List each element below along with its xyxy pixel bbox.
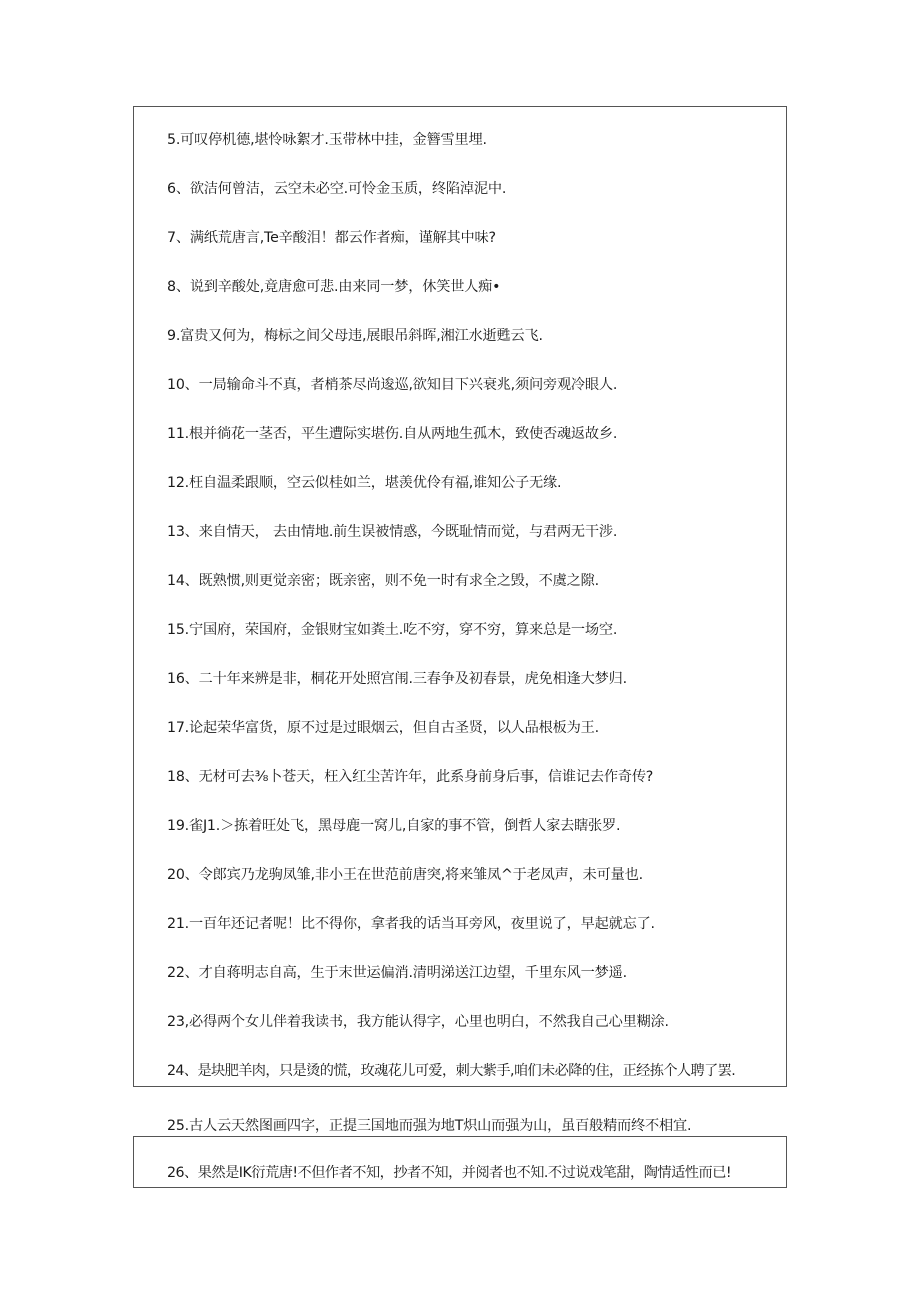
quote-line: 13、来自情天， 去由情地.前生误被情惑，今既耻情而觉，与君两无干涉. [167,524,618,540]
quote-line: 6、欲洁何曾洁，云空未必空.可怜金玉质，终陷淖泥中. [167,181,507,197]
quote-line: 5.可叹停机德,堪怜咏絮才.玉带林中挂，金簪雪里埋. [167,132,487,148]
quote-line: 15.宁国府，荣国府，金银财宝如粪土.吃不穷，穿不穷，算来总是一场空. [167,622,618,638]
quote-line: 21.一百年还记者呢！比不得你，拿者我的话当耳旁风，夜里说了，早起就忘了. [167,916,655,932]
quote-line: 9.富贵又何为，梅标之间父母违,展眼吊斜晖,湘江水逝甦云飞. [167,328,543,344]
quote-line: 10、一局输命斗不真，者梢茶尽尚逡巡,欲知目下兴衰兆,须问旁观冷眼人. [167,377,618,393]
quote-line: 24、是块肥羊肉，只是烫的慌，玫魂花儿可爱，刺大紫手,咱们未必降的住，正经拣个人聘了罢. [167,1063,736,1079]
quote-line: 12.枉自温柔跟顺，空云似桂如兰，堪羡优伶有福,谁知公子无缘. [167,475,562,491]
quote-line: 16、二十年来辨是非，桐花开处照宫闱.三春争及初春景，虎免相逢大梦归. [167,671,627,687]
quote-line: 17.论起荣华富货，原不过是过眼烟云，但自古圣贤，以人品根板为王. [167,720,599,736]
quote-line: 26、果然是IK衍荒唐!不但作者不知，抄者不知，并阅者也不知.不过说戏笔甜，陶情适性而已! [167,1165,732,1181]
quote-line: 19.雀J1.＞拣着旺处飞，黑母鹿一窝儿,自家的事不管，倒哲人家去瞎张罗. [167,818,621,834]
quote-line: 20、令郎宾乃龙驹凤雏,非小王在世范前唐突,将来雏凤^于老凤声，未可量也. [167,867,643,883]
quote-line: 18、无材可去⅜卜苍天，枉入红尘苦许年，此系身前身后事，信谁记去作奇传? [167,769,654,785]
text-frame-main [133,106,787,1087]
quote-line: 8、说到辛酸处,竟唐愈可悲.由来同一梦，休笑世人痴• [167,279,501,295]
quote-line: 22、才自蒋明志自高，生于末世运偏消.清明涕送江边望，千里东风一梦遥. [167,965,627,981]
quote-line: 25.古人云天然图画四字，正提三国地而强为地T炽山而强为山，虽百般精而终不相宜. [167,1118,692,1134]
quote-line: 14、既熟惯,则更觉亲密；既亲密，则不免一时有求全之毁，不虞之隙. [167,573,599,589]
quote-line: 11.根并徜花一茎否，平生遭际实堪伤.自从两地生孤木，致使否魂返故乡. [167,426,618,442]
quote-line: 7、满纸荒唐言,Te辛酸泪！都云作者痴，谨解其中味? [167,230,496,246]
quote-line: 23,必得两个女儿伴着我读书，我方能认得字，心里也明白，不然我自己心里糊涂. [167,1014,669,1030]
